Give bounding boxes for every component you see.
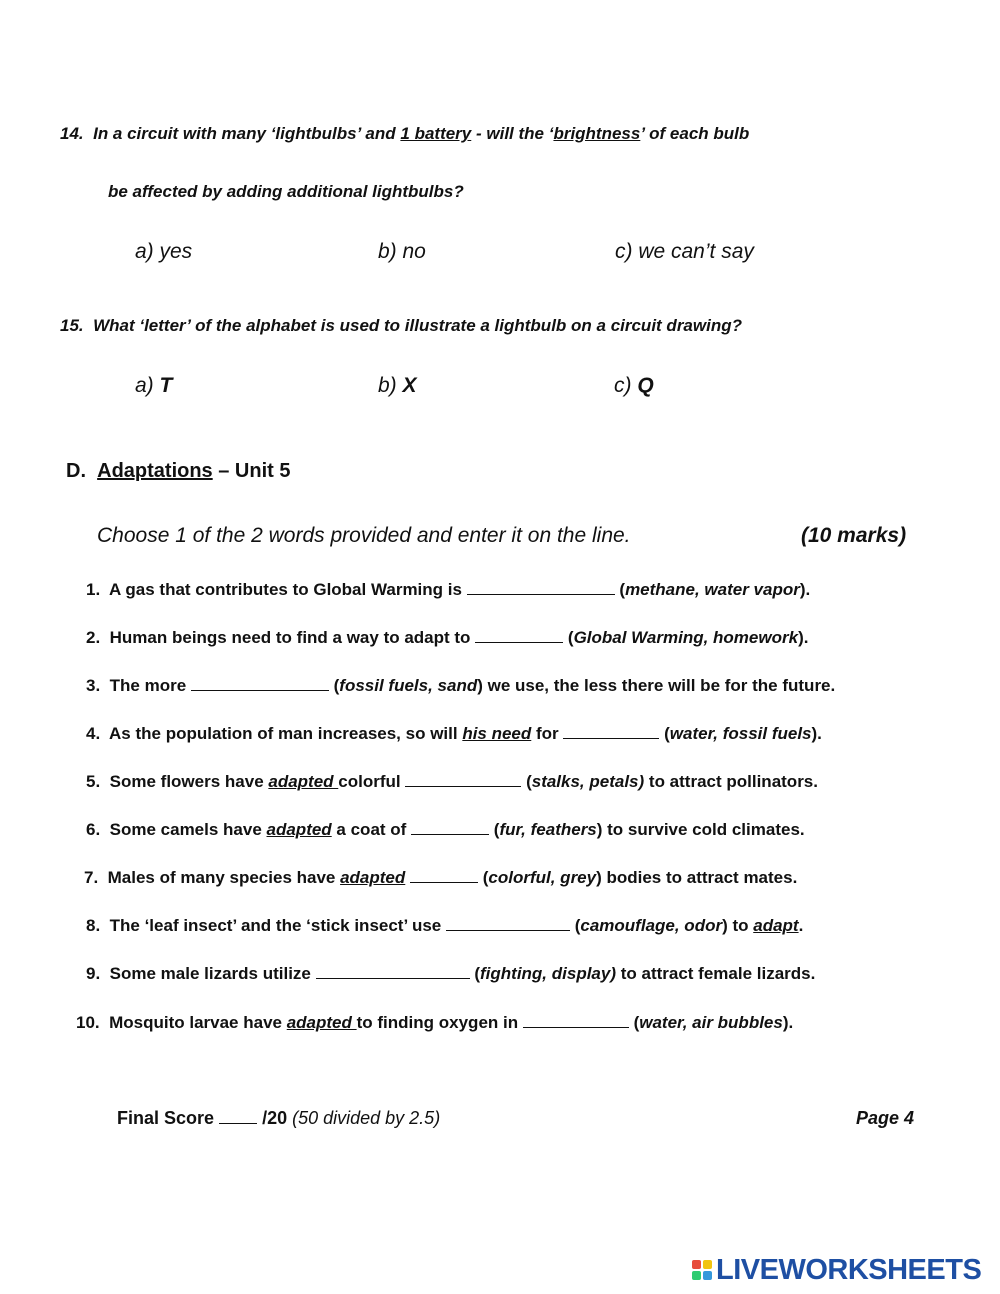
option-label: c) (614, 374, 638, 397)
list-item: 9. Some male lizards utilize (fighting, display) to attract female lizards. (86, 964, 816, 983)
score-blank[interactable] (219, 1109, 257, 1124)
word-choices: fossil fuels, sand (339, 676, 478, 695)
list-item: 6. Some camels have adapted a coat of (fur, feathers) to survive cold climates. (86, 820, 805, 839)
question-text: ’ of each bulb (640, 124, 750, 143)
q15-option-b[interactable] (378, 374, 417, 398)
underlined-term: adapt (753, 916, 799, 935)
word-choices: stalks, petals) (531, 772, 645, 791)
list-item: 4. As the population of man increases, so will his need for (water, fossil fuels). (86, 724, 822, 743)
word-choices: water, fossil fuels (669, 724, 812, 743)
answer-blank[interactable] (475, 628, 563, 643)
q14-option-b[interactable]: b) no (378, 240, 426, 263)
q14-option-a[interactable]: a) yes (135, 240, 193, 263)
logo-square (703, 1271, 712, 1280)
section-marks: (10 marks) (801, 524, 907, 547)
answer-blank[interactable] (316, 964, 470, 979)
q15-option-a[interactable] (135, 374, 172, 398)
word-choices: colorful, grey (488, 868, 597, 887)
score-total: /20 (262, 1108, 288, 1128)
logo-text: LIVEWORKSHEETS (716, 1253, 982, 1286)
logo-square (692, 1260, 701, 1269)
section-instruction: Choose 1 of the 2 words provided and enter it on the line. (97, 524, 631, 547)
word-choices: fighting, display) (480, 964, 616, 983)
option-value: T (159, 374, 173, 397)
score-note: (50 divided by 2.5) (287, 1108, 441, 1128)
list-item: 5. Some flowers have adapted colorful (stalks, petals) to attract pollinators. (86, 772, 818, 791)
final-score-label: Final Score (117, 1108, 220, 1128)
question-14-line-1 (60, 124, 749, 144)
q15-option-c[interactable] (614, 374, 654, 398)
list-item: 7. Males of many species have adapted (colorful, grey) bodies to attract mates. (84, 868, 798, 887)
answer-blank[interactable] (410, 868, 478, 883)
underlined-term: adapted (266, 820, 332, 839)
section-letter: D. (66, 460, 86, 482)
list-item: 2. Human beings need to find a way to adapt to (Global Warming, homework). (86, 628, 809, 647)
question-text: In a circuit with many ‘lightbulbs’ and (93, 124, 401, 143)
option-label: a) (135, 374, 160, 397)
q14-option-c[interactable]: c) we can’t say (615, 240, 754, 263)
underlined-term: 1 battery (400, 124, 472, 143)
question-number: 15. (60, 316, 84, 335)
underlined-term: brightness (553, 124, 641, 143)
liveworksheets-logo (692, 1255, 981, 1285)
section-title: Adaptations (97, 460, 213, 482)
logo-icon (692, 1260, 712, 1280)
option-label: b) (378, 374, 403, 397)
section-unit: – Unit 5 (212, 460, 291, 482)
question-text: - will the ‘ (471, 124, 554, 143)
word-choices: camouflage, odor (580, 916, 723, 935)
list-item: 10. Mosquito larvae have adapted to finding oxygen in (water, air bubbles). (76, 1013, 794, 1032)
list-item: 8. The ‘leaf insect’ and the ‘stick insect’ use (camouflage, odor) to adapt. (86, 916, 804, 935)
answer-blank[interactable] (405, 772, 521, 787)
answer-blank[interactable] (411, 820, 489, 835)
question-14-line-2: be affected by adding additional lightbulbs? (108, 182, 464, 201)
underlined-term: his need (462, 724, 532, 743)
answer-blank[interactable] (467, 580, 615, 595)
logo-square (692, 1271, 701, 1280)
page-number: Page 4 (856, 1108, 915, 1128)
question-text: What ‘letter’ of the alphabet is used to illustrate a lightbulb on a circuit drawing? (93, 316, 742, 335)
word-choices: Global Warming, homework (573, 628, 799, 647)
word-choices: water, air bubbles (639, 1013, 783, 1032)
logo-square (703, 1260, 712, 1269)
list-item: 1. A gas that contributes to Global Warming is (methane, water vapor). (86, 580, 811, 599)
answer-blank[interactable] (563, 724, 659, 739)
section-heading (66, 460, 290, 483)
question-15 (60, 316, 742, 336)
underlined-term: adapted (268, 772, 339, 791)
underlined-term: adapted (340, 868, 406, 887)
answer-blank[interactable] (523, 1013, 629, 1028)
underlined-term: adapted (286, 1013, 357, 1032)
answer-blank[interactable] (191, 676, 329, 691)
word-choices: fur, feathers (499, 820, 597, 839)
answer-blank[interactable] (446, 916, 570, 931)
question-number: 14. (60, 124, 84, 143)
final-score (117, 1108, 440, 1129)
word-choices: methane, water vapor (625, 580, 800, 599)
option-value: Q (637, 374, 654, 397)
option-value: X (402, 374, 417, 397)
list-item: 3. The more (fossil fuels, sand) we use, the less there will be for the future. (86, 676, 836, 695)
